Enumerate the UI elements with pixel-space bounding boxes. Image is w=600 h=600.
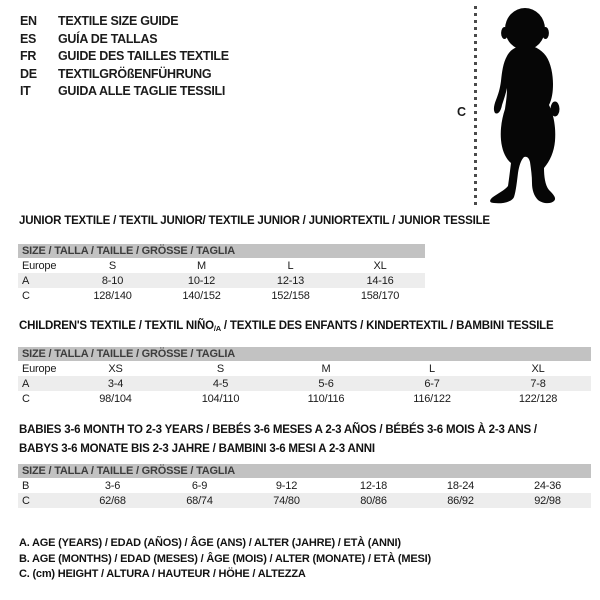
- height-cell: 104/110: [201, 392, 240, 405]
- language-row-es: [20, 31, 229, 49]
- children-table-title-subscript: /A: [213, 324, 221, 333]
- row-label-b: B: [22, 479, 30, 492]
- table-row: [18, 478, 591, 493]
- height-cell: 86/92: [447, 494, 474, 507]
- months-cell: 18-24: [446, 479, 475, 492]
- language-row-it: [20, 83, 229, 101]
- language-code: EN: [20, 14, 37, 28]
- age-cell: 8-10: [101, 274, 124, 287]
- junior-table-title-text: JUNIOR TEXTILE / TEXTIL JUNIOR/ TEXTILE JUNIOR / JUNIORTEXTIL / JUNIOR TESSILE: [19, 215, 490, 227]
- age-cell: 3-4: [107, 377, 124, 390]
- height-cell: 98/104: [99, 392, 132, 405]
- height-cell: 92/98: [534, 494, 561, 507]
- height-figure: [450, 0, 600, 215]
- months-cell: 9-12: [275, 479, 298, 492]
- row-label-a: A: [22, 377, 30, 390]
- height-cell: 74/80: [273, 494, 300, 507]
- language-code: IT: [20, 84, 31, 99]
- height-cell: 152/158: [271, 289, 310, 302]
- table-row: [18, 493, 591, 508]
- children-table-header: SIZE / TALLA / TAILLE / GRÖSSE / TAGLIA: [18, 347, 591, 361]
- height-cell: 116/122: [413, 392, 451, 405]
- size-cell: XL: [373, 259, 387, 272]
- height-cell: 122/128: [518, 392, 558, 405]
- table-row: [18, 258, 425, 273]
- height-cell: 128/140: [93, 289, 132, 302]
- height-measure-label: C: [457, 105, 467, 119]
- note-age-months: B. AGE (MONTHS) / EDAD (MESES) / ÂGE (MOIS) / ALTER (MONATE) / ETÀ (MESI): [19, 552, 431, 565]
- age-cell: 6-7: [424, 377, 440, 390]
- row-label-europe: Europe: [22, 259, 57, 272]
- row-label-a: A: [22, 274, 30, 287]
- table-row: [18, 288, 425, 303]
- junior-table-title: [19, 215, 490, 227]
- language-title-block: [20, 13, 229, 101]
- age-cell: 4-5: [212, 377, 229, 390]
- language-row-en: [20, 13, 229, 31]
- legend-notes: [19, 536, 431, 583]
- age-cell: 10-12: [187, 274, 216, 287]
- children-table-title: [19, 320, 553, 333]
- size-cell: M: [197, 259, 206, 272]
- language-code: DE: [20, 66, 37, 81]
- height-cell: 68/74: [186, 494, 213, 507]
- size-cell: L: [429, 362, 435, 375]
- table-row: [18, 376, 591, 391]
- age-cell: 14-16: [366, 274, 394, 287]
- size-cell: M: [321, 362, 331, 375]
- row-label-c: C: [22, 494, 30, 507]
- size-cell: S: [108, 259, 117, 272]
- note-height-cm: C. (cm) HEIGHT / ALTURA / HAUTEUR / HÖHE / ALTEZZA: [19, 568, 306, 581]
- children-table-title-text: CHILDREN'S TEXTILE / TEXTIL NIÑO: [19, 320, 214, 332]
- height-cell: 110/116: [307, 392, 345, 405]
- months-cell: 3-6: [104, 479, 121, 492]
- table-row: [18, 391, 591, 406]
- size-cell: L: [287, 259, 294, 272]
- size-cell: XS: [108, 362, 123, 375]
- height-cell: 62/68: [99, 494, 126, 507]
- babies-table-title: [19, 421, 537, 459]
- language-code: FR: [20, 49, 37, 64]
- size-cell: XL: [531, 362, 545, 375]
- guide-title-it: GUIDA ALLE TAGLIE TESSILI: [58, 84, 226, 99]
- row-label-c: C: [22, 392, 30, 405]
- note-age-years: A. AGE (YEARS) / EDAD (AÑOS) / ÂGE (ANS) / ALTER (JAHRE) / ETÀ (ANNI): [19, 537, 401, 549]
- table-row: [18, 361, 591, 376]
- height-measure-dotted-line: [474, 6, 477, 207]
- age-cell: 7-8: [530, 377, 546, 390]
- guide-title-fr: GUIDE DES TAILLES TEXTILE: [58, 49, 229, 64]
- months-cell: 6-9: [191, 479, 208, 492]
- height-cell: 140/152: [182, 289, 221, 302]
- babies-size-table: [18, 464, 591, 508]
- table-row: [18, 273, 425, 288]
- months-cell: 24-36: [533, 479, 562, 492]
- guide-title-en: TEXTILE SIZE GUIDE: [58, 14, 179, 28]
- children-table-title-text: / TEXTILE DES ENFANTS / KINDERTEXTIL / BAMBINI TESSILE: [220, 320, 554, 332]
- babies-table-header: SIZE / TALLA / TAILLE / GRÖSSE / TAGLIA: [18, 464, 591, 478]
- age-cell: 5-6: [318, 377, 334, 390]
- language-row-de: [20, 66, 229, 84]
- babies-table-title-line2: BABYS 3-6 MONATE BIS 2-3 JAHRE / BAMBINI 3-6 MESI A 2-3 ANNI: [19, 443, 375, 455]
- age-cell: 12-13: [276, 274, 305, 287]
- height-cell: 158/170: [360, 289, 400, 302]
- toddler-silhouette-icon: [482, 5, 574, 207]
- size-cell: S: [216, 362, 225, 375]
- junior-table-header: SIZE / TALLA / TAILLE / GRÖSSE / TAGLIA: [18, 244, 425, 258]
- row-label-europe: Europe: [22, 362, 57, 375]
- language-code: ES: [20, 31, 37, 46]
- junior-size-table: [18, 244, 425, 303]
- height-cell: 80/86: [360, 494, 387, 507]
- guide-title-es: GUÍA DE TALLAS: [58, 31, 158, 46]
- children-size-table: [18, 347, 591, 406]
- row-label-c: C: [22, 289, 30, 302]
- months-cell: 12-18: [359, 479, 388, 492]
- babies-table-title-line1: BABIES 3-6 MONTH TO 2-3 YEARS / BEBÉS 3-6 MESES A 2-3 AÑOS / BÉBÉS 3-6 MOIS À 2-3 ANS /: [19, 424, 537, 436]
- language-row-fr: [20, 48, 229, 66]
- guide-title-de: TEXTILGRÖßENFÜHRUNG: [58, 66, 212, 81]
